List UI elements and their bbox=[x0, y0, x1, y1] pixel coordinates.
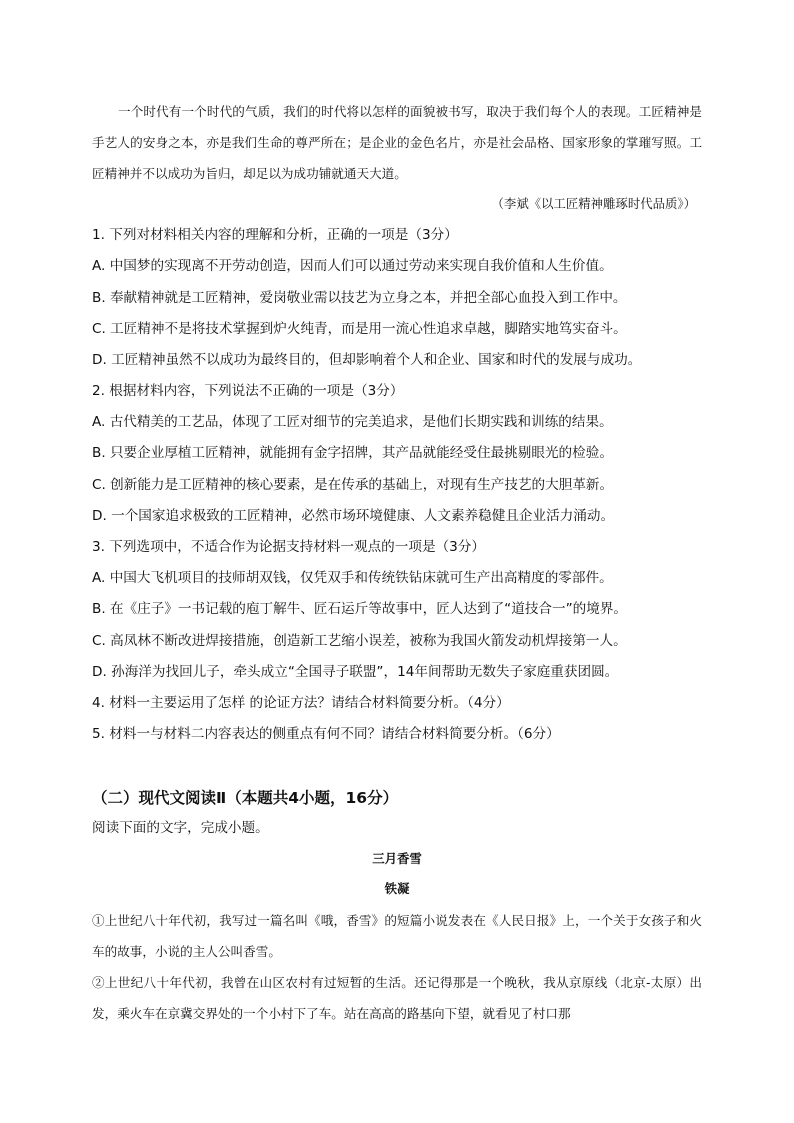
question-2-option-a: A. 古代精美的工艺品，体现了工匠对细节的完美追求，是他们长期实践和训练的结果。 bbox=[92, 414, 613, 430]
question-2-option-c: C. 创新能力是工匠精神的核心要素，是在传承的基础上，对现有生产技艺的大胆革新。 bbox=[92, 477, 614, 493]
section-instruction: 阅读下面的文字，完成小题。 bbox=[92, 820, 269, 836]
story-paragraph-2-text: ②上世纪八十年代初，我曾在山区农村有过短暂的生活。还记得那是一个晚秋，我从京原线（北京-太原）出发，乘火车在京冀交界处的一个小村下了车。站在高高的路基向下望，就看见了村口那 bbox=[92, 975, 702, 1021]
question-3: 3. 下列选项中，不适合作为论据支持材料一观点的一项是（3分） bbox=[92, 539, 485, 555]
story-author: 铁凝 bbox=[384, 881, 410, 896]
question-3-option-d: D. 孙海洋为找回儿子，牵头成立“全国寻子联盟”，14年间帮助无数失子家庭重获团圆。 bbox=[92, 664, 619, 680]
intro-paragraph bbox=[92, 96, 702, 189]
section-heading: （二）现代文阅读Ⅱ（本题共4小题，16分） bbox=[92, 789, 399, 807]
question-1: 1. 下列对材料相关内容的理解和分析，正确的一项是（3分） bbox=[92, 227, 458, 243]
story-paragraph-1-text: ①上世纪八十年代初，我写过一篇名叫《哦，香雪》的短篇小说发表在《人民日报》上，一个关于女孩子和火车的故事，小说的主人公叫香雪。 bbox=[92, 913, 702, 959]
question-2: 2. 根据材料内容，下列说法不正确的一项是（3分） bbox=[92, 383, 404, 399]
question-1-option-b: B. 奉献精神就是工匠精神，爱岗敬业需以技艺为立身之本，并把全部心血投入到工作中。 bbox=[92, 290, 627, 306]
question-5: 5. 材料一与材料二内容表达的侧重点有何不同？请结合材料简要分析。（6分） bbox=[92, 726, 560, 742]
question-2-option-b: B. 只要企业厚植工匠精神，就能拥有金字招牌，其产品就能经受住最挑剔眼光的检验。 bbox=[92, 445, 613, 461]
question-1-option-d: D. 工匠精神虽然不以成功为最终目的，但却影响着个人和企业、国家和时代的发展与成功。 bbox=[92, 352, 642, 368]
source-citation: （李斌《以工匠精神雕琢时代品质》） bbox=[491, 196, 696, 211]
question-3-option-b: B. 在《庄子》一书记载的庖丁解牛、匠石运斤等故事中，匠人达到了“道技合一”的境界。 bbox=[92, 601, 628, 617]
intro-paragraph-text: 一个时代有一个时代的气质，我们的时代将以怎样的面貌被书写，取决于我们每个人的表现。工匠精神是手艺人的安身之本，亦是我们生命的尊严所在；是企业的金色名片，亦是社会品格、国家形象的掌璀写照。工匠精神并不以成功为旨归，却足以为成功铺就通天大道。 bbox=[92, 104, 702, 181]
question-3-option-a: A. 中国大飞机项目的技师胡双钱，仅凭双手和传统铁钻床就可生产出高精度的零部件。 bbox=[92, 570, 613, 586]
story-title: 三月香雪 bbox=[372, 851, 422, 866]
question-3-option-c: C. 高凤林不断改进焊接措施，创造新工艺缩小误差，被称为我国火箭发动机焊接第一人。 bbox=[92, 633, 627, 649]
question-1-option-c: C. 工匠精神不是将技术掌握到炉火纯青，而是用一流心性追求卓越，脚踏实地笃实奋斗。 bbox=[92, 321, 627, 337]
question-4: 4. 材料一主要运用了怎样 的论证方法？请结合材料简要分析。（4分） bbox=[92, 695, 510, 711]
question-1-option-a: A. 中国梦的实现离不开劳动创造，因而人们可以通过劳动来实现自我价值和人生价值。 bbox=[92, 258, 613, 274]
story-paragraph-1 bbox=[92, 905, 702, 967]
story-paragraph-2 bbox=[92, 967, 702, 1029]
question-2-option-d: D. 一个国家追求极致的工匠精神，必然市场环境健康、人文素养稳健且企业活力涌动。 bbox=[92, 508, 615, 524]
